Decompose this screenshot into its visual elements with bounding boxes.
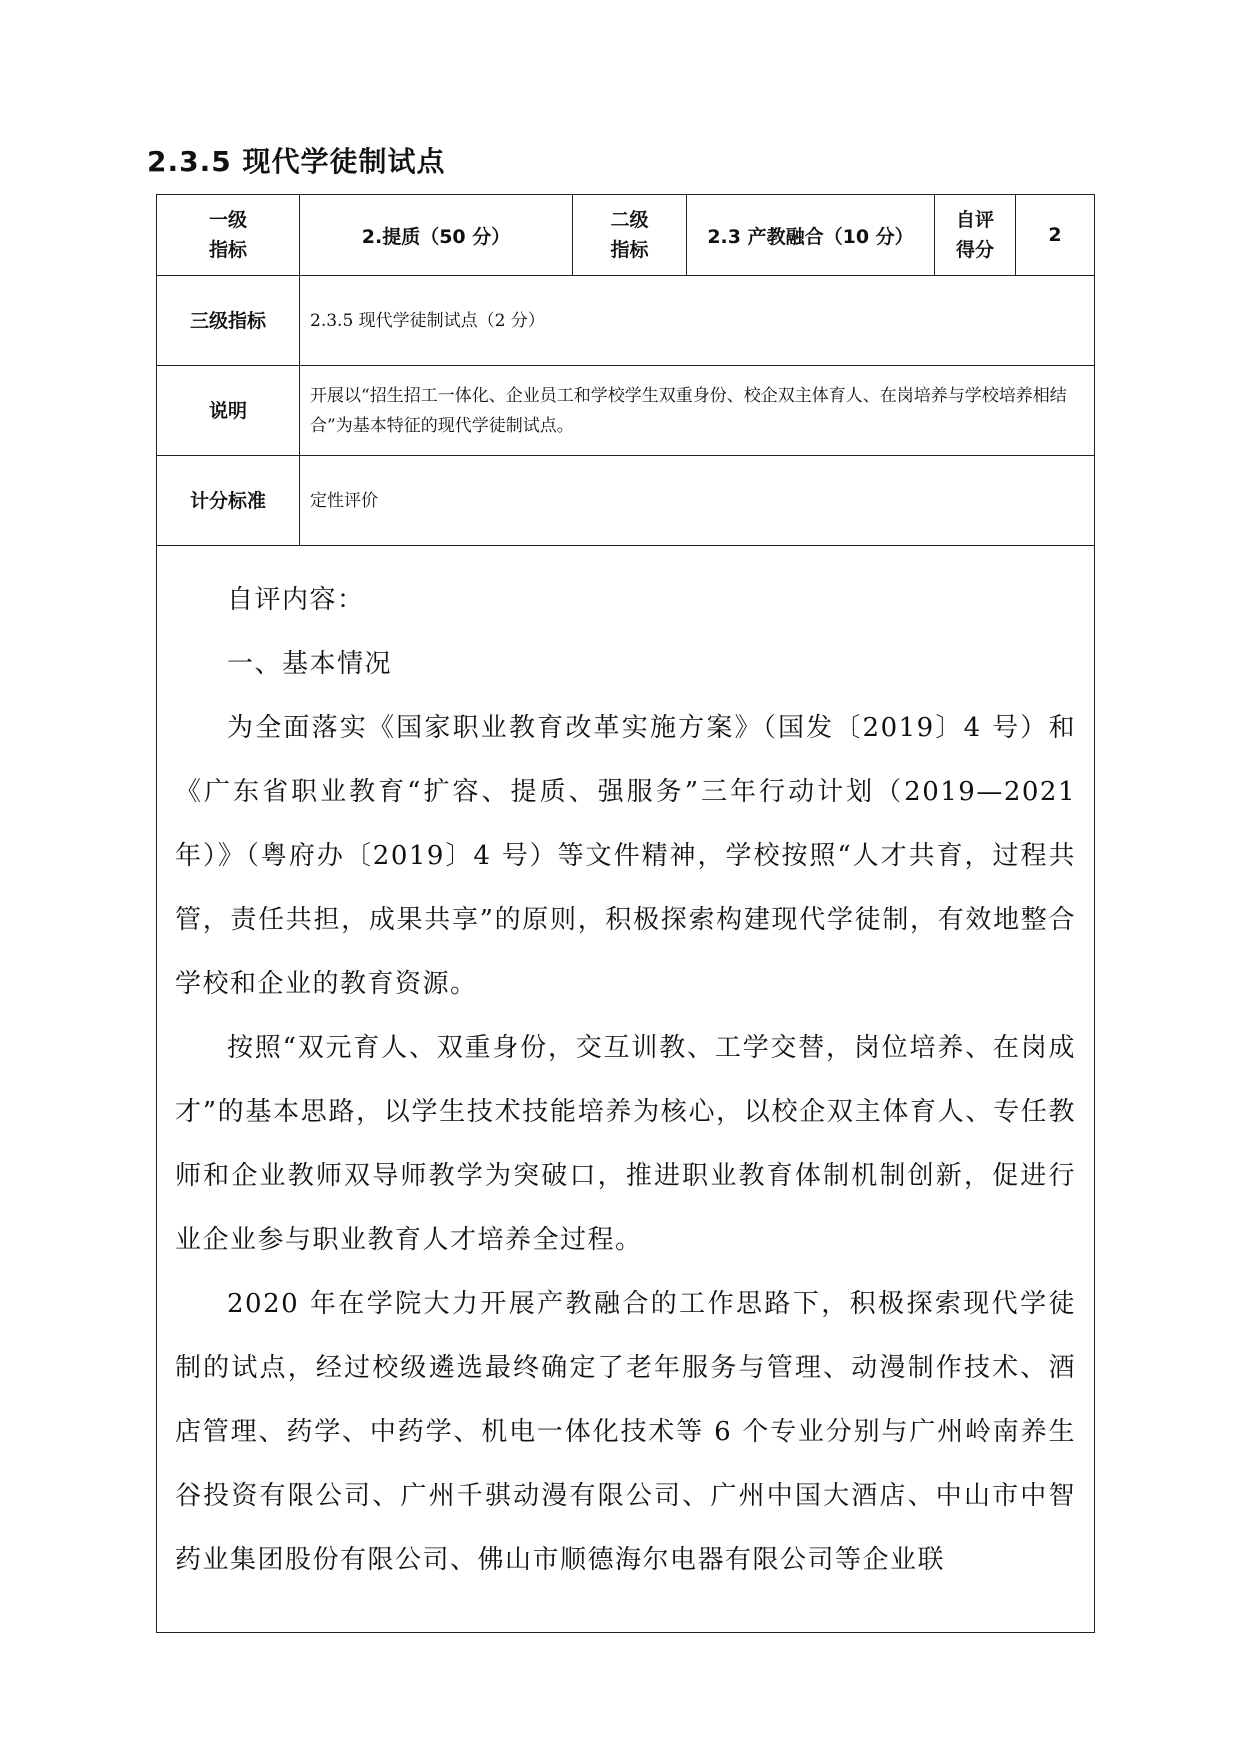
section-heading: 2.3.5 现代学徒制试点 bbox=[147, 145, 446, 178]
explain-value: 开展以“招生招工一体化、企业员工和学校学生双重身份、校企双主体育人、在岗培养与学校培养相结合”为基本特征的现代学徒制试点。 bbox=[300, 366, 1095, 456]
level1-label: 一级指标 bbox=[208, 209, 247, 261]
level1-value: 2.提质（50 分） bbox=[300, 195, 573, 276]
level3-row bbox=[157, 276, 1095, 366]
self-score-value: 2 bbox=[1016, 195, 1095, 276]
content-row bbox=[157, 546, 1095, 1633]
level3-value: 2.3.5 现代学徒制试点（2 分） bbox=[300, 276, 1095, 366]
scoring-value: 定性评价 bbox=[300, 456, 1095, 546]
self-evaluation-content bbox=[157, 546, 1095, 1633]
scoring-row bbox=[157, 456, 1095, 546]
level2-value: 2.3 产教融合（10 分） bbox=[687, 195, 935, 276]
scoring-label: 计分标准 bbox=[157, 456, 300, 546]
level2-label: 二级指标 bbox=[610, 209, 649, 261]
section-basic-situation: 一、基本情况 bbox=[227, 649, 393, 679]
self-score-label-cell bbox=[935, 195, 1016, 276]
indicator-header-row bbox=[157, 195, 1095, 276]
indicator-table bbox=[156, 194, 1095, 1633]
content-intro: 自评内容： bbox=[227, 585, 365, 615]
level3-label: 三级指标 bbox=[157, 276, 300, 366]
paragraph-2: 按照“双元育人、双重身份，交互训教、工学交替，岗位培养、在岗成才”的基本思路，以学生技术技能培养为核心，以校企双主体育人、专任教师和企业教师双导师教学为突破口，推进职业教育体制机制创新，促进行业企业参与职业教育人才培养全过程。 bbox=[175, 1033, 1076, 1255]
explain-label: 说明 bbox=[157, 366, 300, 456]
paragraph-1: 为全面落实《国家职业教育改革实施方案》（国发〔2019〕4 号）和《广东省职业教育“扩容、提质、强服务”三年行动计划（2019—2021年）》（粤府办〔2019〕4 号）等文件精神，学校按照“人才共育，过程共管，责任共担，成果共享”的原则，积极探索构建现代学徒制，有效地整合学校和企业的教育资源。 bbox=[175, 713, 1076, 999]
explain-row bbox=[157, 366, 1095, 456]
level2-label-cell bbox=[573, 195, 687, 276]
self-score-label: 自评得分 bbox=[955, 209, 994, 261]
level1-label-cell bbox=[157, 195, 300, 276]
paragraph-3: 2020 年在学院大力开展产教融合的工作思路下，积极探索现代学徒制的试点，经过校级遴选最终确定了老年服务与管理、动漫制作技术、酒店管理、药学、中药学、机电一体化技术等 6 个专业分别与广州岭南养生谷投资有限公司、广州千骐动漫有限公司、广州中国大酒店、中山市中智药业集团股份有限公司、佛山市顺德海尔电器有限公司等企业联 bbox=[175, 1289, 1076, 1575]
